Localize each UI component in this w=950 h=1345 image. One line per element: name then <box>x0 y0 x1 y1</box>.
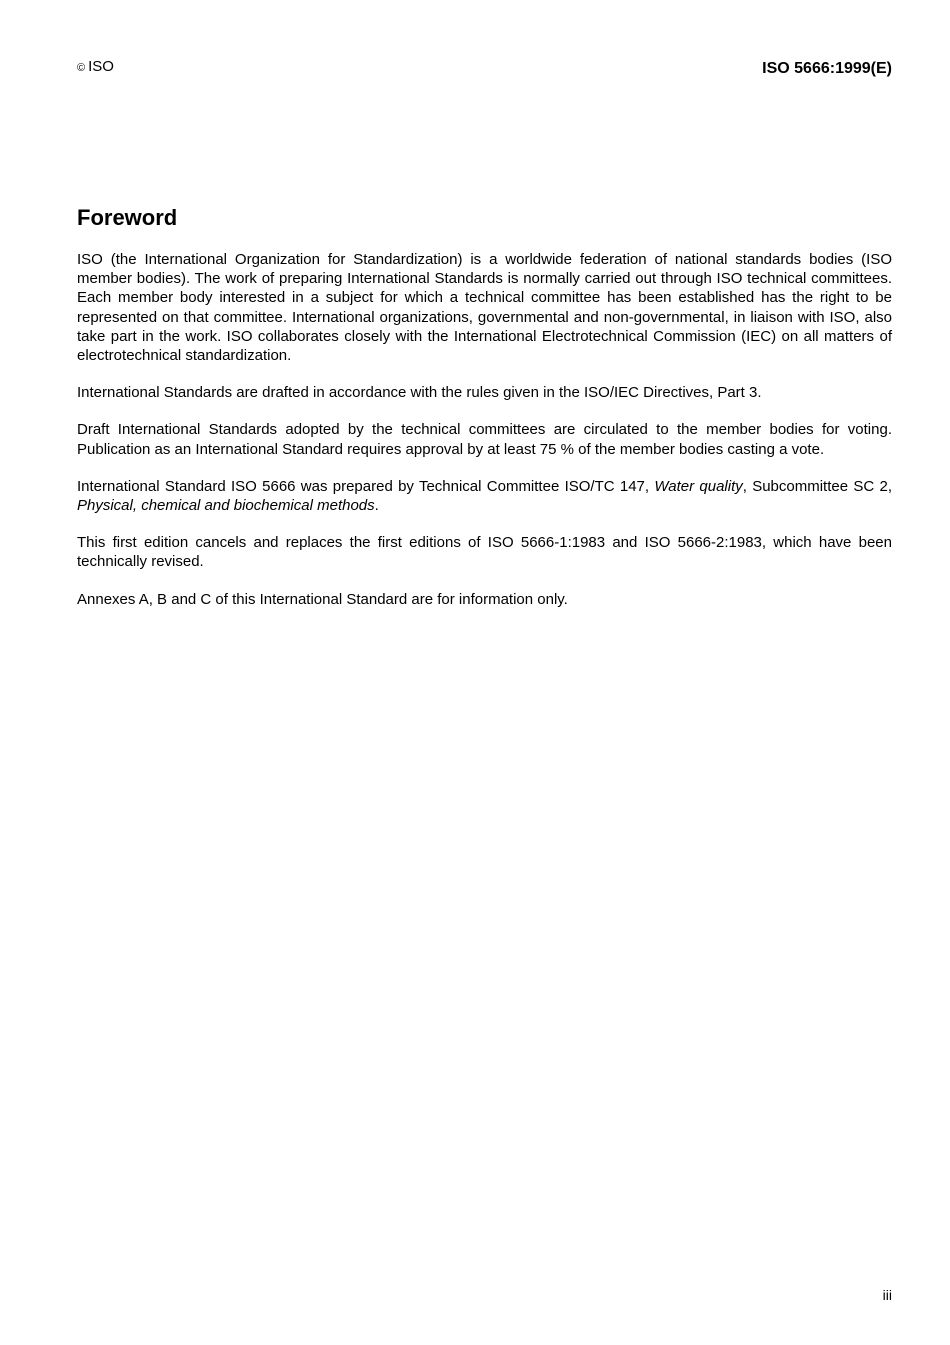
prepared-lead-text: International Standard ISO 5666 was prepared by Technical Committee ISO/TC 147, <box>77 477 655 495</box>
paragraph-iso-intro: ISO (the International Organization for Standardization) is a worldwide federation of national standards bodies (ISO member bodies). The work of preparing International Standards is normally carried out through ISO technical committees. Each member body interested in a subject for which a technical committee has been established has the right to be represented on that committee. International organizations, governmental and non-governmental, in liaison with ISO, also take part in the work. ISO collaborates closely with the International Electrotechnical Commission (IEC) on all matters of electrotechnical standardization. <box>77 251 892 365</box>
page-title: Foreword <box>77 205 178 230</box>
copyright-org: ISO <box>88 58 114 75</box>
prepared-middle-text: , Subcommittee SC 2, <box>742 477 893 495</box>
paragraph-prepared-by <box>77 477 892 515</box>
sc-title: Physical, chemical and biochemical methods <box>77 497 375 515</box>
paragraph-directives: International Standards are drafted in accordance with the rules given in the ISO/IEC Directives, Part 3. <box>77 384 762 402</box>
page-number: iii <box>882 1287 892 1303</box>
copyright-symbol: © <box>77 62 86 74</box>
paragraph-voting: Draft International Standards adopted by the technical committees are circulated to the member bodies for voting. Publication as an International Standard requires approval by at least 75 % of the member bodies casting a vote. <box>77 421 892 458</box>
foreword-section <box>77 204 892 627</box>
paragraph-edition: This first edition cancels and replaces the first editions of ISO 5666-1:1983 and ISO 5666-2:1983, which have been technically revised. <box>77 534 892 571</box>
copyright-notice <box>77 58 114 77</box>
document-identifier: ISO 5666:1999(E) <box>762 60 892 77</box>
tc-title: Water quality <box>654 477 743 495</box>
prepared-end-text: . <box>374 497 379 515</box>
paragraph-annexes: Annexes A, B and C of this International Standard are for information only. <box>77 590 568 608</box>
